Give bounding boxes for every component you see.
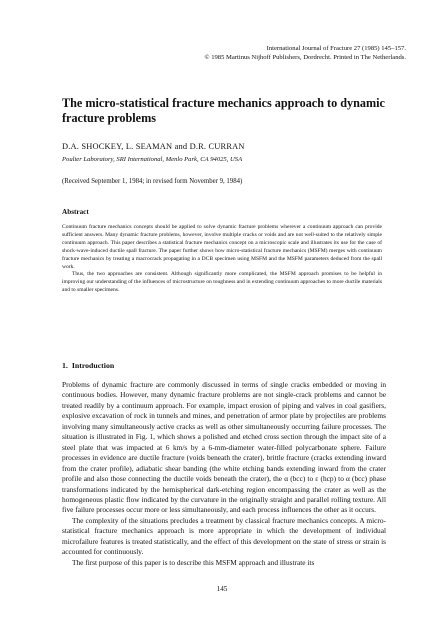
section-body bbox=[62, 380, 386, 568]
body-paragraph: The first purpose of this paper is to describe this MSFM approach and illustrate its bbox=[72, 557, 315, 567]
section-title: Introduction bbox=[71, 361, 115, 370]
body-paragraph: Problems of dynamic fracture are commonly discussed in terms of single cracks embedded or moving in continuous bodies. However, many dynamic fracture problems are not single-crack problems and cannot be treated readily by a continuum approach. For example, impact erosion of piping and valves in coal gasifiers, explosive excavation of rock in tunnels and mines, and penetration of armor plate by projectiles are problems involving many simultaneously active cracks as well as other simultaneously occurring failure processes. The situation is illustrated in Fig. 1, which shows a polished and etched cross section through the impact site of a steel plate that was impacted at 6 km/s by a 6-mm-diameter water-filled polycarbonate sphere. Failure processes in evidence are ductile fracture (voids beneath the crater), brittle fracture (cracks extending inward from the crater profile), adiabatic shear banding (the white etching bands extending inward from the crater profile and also those connecting the ductile voids beneath the crater), the α (bcc) to ε (hcp) to α (bcc) phase transformations indicated by the hemispherical dark-etching region encompassing the crater as well as the homogeneous plastic flow indicated by the curvature in the originally straight and parallel rolling texture. All five failure processes occur more or less simultaneously, and each process influences the other as it occurs. bbox=[62, 380, 386, 515]
abstract-paragraph: Thus, the two approaches are consistent. Although significantly more complicated, the MSFM approach promises to be helpful in improving our understanding of the influences of microstructure on toughness and in extending continuum approaches to more ductile materials and to smaller specimens. bbox=[62, 271, 382, 294]
journal-citation: International Journal of Fracture 27 (1985) 145–157. bbox=[266, 45, 406, 52]
affiliation: Poulter Laboratory, SRI International, Menlo Park, CA 94025, USA bbox=[62, 156, 243, 163]
section-heading bbox=[62, 361, 114, 370]
publisher-line: © 1985 Martinus Nijhoff Publishers, Dordrecht. Printed in The Netherlands. bbox=[204, 54, 406, 61]
article-title: The micro-statistical fracture mechanics approach to dynamic fracture problems bbox=[62, 96, 385, 125]
abstract-paragraph: Continuum fracture mechanics concepts should be applied to solve dynamic fracture problems wherever a continuum approach can provide sufficient answers. Many dynamic fracture problems, however, involve multiple cracks or voids and are not well-suited to the relatively simple continuum approach. This paper describes a statistical fracture mechanics concept on a microscopic scale and illustrates its use for the case of shock-wave-induced ductile spall fracture. The paper further shows how micro-statistical fracture mechanics (MSFM) merges with continuum fracture mechanics by treating a macrocrack propagating in a DCB specimen using MSFM and the MSFM parameters deduced from the spall work. bbox=[62, 224, 382, 270]
abstract-heading: Abstract bbox=[62, 208, 89, 216]
author-list: D.A. SHOCKEY, L. SEAMAN and D.R. CURRAN bbox=[62, 142, 245, 151]
journal-header bbox=[205, 44, 406, 62]
page-number: 145 bbox=[216, 585, 228, 593]
body-paragraph: The complexity of the situations precludes a treatment by classical fracture mechanics concepts. A micro-statistical fracture mechanics approach is more appropriate in which the development of individual microfailure features is treated statistically, and the effect of this development on the state of stress or strain is accounted for continuously. bbox=[62, 515, 386, 557]
received-dates: (Received September 1, 1984; in revised form November 9, 1984) bbox=[62, 178, 243, 185]
section-number: 1. bbox=[62, 361, 68, 370]
abstract-body bbox=[62, 224, 382, 295]
